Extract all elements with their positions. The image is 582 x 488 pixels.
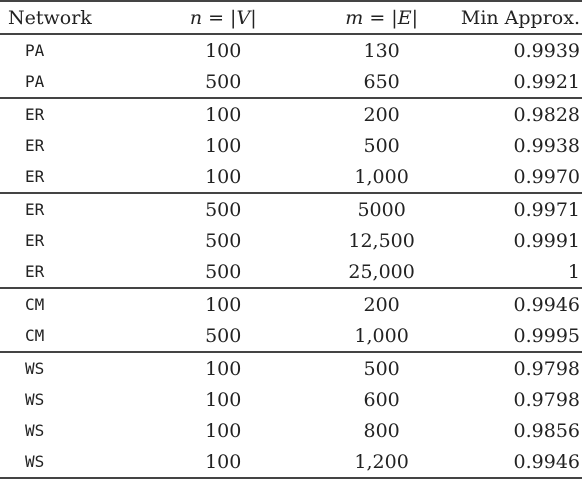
table-header bbox=[0, 1, 582, 34]
cell-network: WS bbox=[0, 446, 144, 478]
cell-m: 130 bbox=[363, 39, 400, 62]
cell-min-approx: 0.9946 bbox=[461, 446, 582, 478]
cell-m: 25,000 bbox=[348, 260, 415, 283]
table-row bbox=[0, 98, 582, 130]
table-row bbox=[0, 34, 582, 66]
header-m bbox=[302, 1, 460, 34]
cell-min-approx: 0.9798 bbox=[513, 388, 580, 411]
cell-min-approx: 0.9970 bbox=[513, 165, 580, 188]
cell-n: 500 bbox=[205, 229, 242, 252]
cell-network: WS bbox=[25, 421, 45, 440]
cell-n: 100 bbox=[144, 288, 302, 320]
table-row bbox=[0, 66, 582, 98]
cell-network: WS bbox=[0, 352, 144, 384]
cell-min-approx: 0.9921 bbox=[513, 70, 580, 93]
cell-network: PA bbox=[25, 72, 45, 91]
header-min-approx: Min Approx. bbox=[461, 1, 582, 34]
table-body bbox=[0, 34, 582, 478]
cell-min-approx: 0.9946 bbox=[461, 288, 582, 320]
cell-m: 12,500 bbox=[348, 229, 415, 252]
cell-min-approx: 1 bbox=[567, 260, 580, 283]
cell-m: 500 bbox=[363, 134, 400, 157]
cell-m: 200 bbox=[302, 98, 460, 130]
table-row bbox=[0, 225, 582, 256]
table-row bbox=[0, 415, 582, 446]
header-n-end: | bbox=[250, 6, 257, 29]
cell-min-approx: 0.9798 bbox=[461, 352, 582, 384]
cell-network: WS bbox=[25, 390, 45, 409]
header-row bbox=[0, 1, 582, 34]
cell-network: CM bbox=[0, 288, 144, 320]
cell-n: 100 bbox=[144, 352, 302, 384]
cell-network: ER bbox=[25, 136, 45, 155]
table-row bbox=[0, 161, 582, 193]
header-m-sym: E bbox=[397, 6, 412, 29]
cell-network: PA bbox=[25, 41, 45, 60]
cell-min-approx: 0.9995 bbox=[513, 324, 580, 347]
table-row bbox=[0, 288, 582, 320]
cell-n: 100 bbox=[144, 446, 302, 478]
header-m-end: | bbox=[411, 6, 418, 29]
cell-m: 200 bbox=[302, 288, 460, 320]
cell-m: 1,000 bbox=[354, 324, 409, 347]
cell-n: 500 bbox=[205, 260, 242, 283]
cell-m: 650 bbox=[363, 70, 400, 93]
table-row bbox=[0, 384, 582, 415]
cell-n: 100 bbox=[205, 419, 242, 442]
cell-network: ER bbox=[25, 262, 45, 281]
cell-n: 100 bbox=[205, 165, 242, 188]
cell-n: 500 bbox=[205, 70, 242, 93]
cell-min-approx: 0.9991 bbox=[513, 229, 580, 252]
table-row bbox=[0, 446, 582, 478]
cell-m: 5000 bbox=[302, 193, 460, 225]
table-row bbox=[0, 320, 582, 352]
cell-m: 500 bbox=[302, 352, 460, 384]
cell-network: ER bbox=[25, 167, 45, 186]
cell-m: 1,000 bbox=[354, 165, 409, 188]
table-row bbox=[0, 256, 582, 288]
cell-min-approx: 0.9971 bbox=[461, 193, 582, 225]
cell-network: ER bbox=[0, 193, 144, 225]
header-n-var: n bbox=[189, 6, 203, 29]
cell-m: 800 bbox=[363, 419, 400, 442]
cell-n: 100 bbox=[205, 39, 242, 62]
header-n-sym: V bbox=[236, 6, 251, 29]
cell-min-approx: 0.9856 bbox=[513, 419, 580, 442]
table-row bbox=[0, 130, 582, 161]
cell-network: ER bbox=[25, 231, 45, 250]
table-row bbox=[0, 352, 582, 384]
table-row bbox=[0, 193, 582, 225]
cell-n: 500 bbox=[144, 193, 302, 225]
cell-m: 1,200 bbox=[302, 446, 460, 478]
cell-min-approx: 0.9938 bbox=[513, 134, 580, 157]
header-network: Network bbox=[0, 1, 144, 34]
cell-network: CM bbox=[25, 326, 45, 345]
cell-network: ER bbox=[0, 98, 144, 130]
header-n bbox=[144, 1, 302, 34]
cell-n: 100 bbox=[144, 98, 302, 130]
cell-n: 100 bbox=[205, 388, 242, 411]
cell-m: 600 bbox=[363, 388, 400, 411]
header-n-eq: = | bbox=[202, 6, 237, 29]
header-m-var: m bbox=[345, 6, 364, 29]
cell-n: 500 bbox=[205, 324, 242, 347]
cell-min-approx: 0.9939 bbox=[513, 39, 580, 62]
header-m-eq: = | bbox=[363, 6, 398, 29]
cell-n: 100 bbox=[205, 134, 242, 157]
cell-min-approx: 0.9828 bbox=[461, 98, 582, 130]
